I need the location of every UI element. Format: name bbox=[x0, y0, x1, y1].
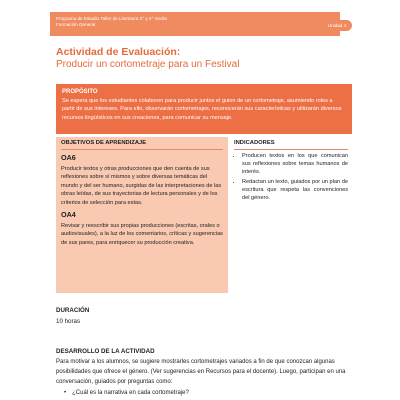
indicator-item: • Redactan un texto, guiados por un plan de escritura que respeta las convenciones del género. bbox=[242, 179, 348, 203]
document-header-bar bbox=[50, 12, 340, 36]
indicators-heading: INDICADORES bbox=[234, 140, 348, 150]
purpose-heading: PROPÓSITO bbox=[62, 89, 98, 95]
objectives-column bbox=[56, 137, 228, 293]
development-text: Para motivar a los alumnos, se sugiere mostrarles cortometrajes variados a fin de que conozcan algunas posibilidades que ofrece el género. (Ver sugerencias en Recursos para el docente). Luego, participan en una conversación, guiados por preguntas como: bbox=[56, 359, 346, 386]
objective-code: OA6 bbox=[61, 153, 76, 162]
unit-badge: Unidad 4 bbox=[322, 20, 352, 31]
program-name: Programa de Estudio Taller de Literatura 3° y 4° medio bbox=[56, 16, 168, 21]
activity-title: Actividad de Evaluación: bbox=[56, 46, 181, 58]
question-item bbox=[64, 390, 189, 396]
objective-code: OA4 bbox=[61, 210, 76, 220]
header-text bbox=[56, 16, 167, 28]
indicators-column bbox=[230, 137, 352, 293]
objectives-indicators-table bbox=[56, 137, 352, 293]
bullet-icon: • bbox=[64, 390, 67, 396]
activity-subtitle: Producir un cortometraje para un Festival bbox=[56, 59, 240, 70]
purpose-box bbox=[56, 84, 352, 134]
duration-heading: DURACIÓN bbox=[56, 307, 90, 314]
track-name: Formación General bbox=[56, 22, 96, 28]
question-text: ¿Cuál es la narrativa en cada cortometraje? bbox=[72, 390, 189, 396]
duration-value: 10 horas bbox=[56, 318, 81, 325]
indicator-item: • Producen textos en los que comunican sus reflexiones sobre temas humanos de interés. bbox=[242, 153, 348, 177]
purpose-text: Se espera que los estudiantes colaboren para producir juntos el guion de un cortometraje, asumiendo roles a partir de sus intereses. Para ello, observarán cortometrajes, reconocerán sus características y utilizarán diversos recursos lingüísticos en sus creaciones, para comunicar su mensaje. bbox=[62, 98, 342, 121]
development-heading: DESARROLLO DE LA ACTIVIDAD bbox=[56, 348, 155, 355]
objective-text: Producir textos y otras producciones que den cuenta de sus reflexiones sobre sí mismos y sobre diversas temáticas del mundo y del ser humano, surgidas de las interpretaciones de las obras leídas, de sus trayectorias de lectura personales y de los criterios de selección para estas. bbox=[61, 166, 222, 206]
objectives-heading: OBJETIVOS DE APRENDIZAJE bbox=[61, 140, 223, 150]
objective-text: Revisar y reescribir sus propias producciones (escritas, orales o audiovisuales), a la luz de los comentarios, críticas y sugerencias de sus pares, para enriquecer su producción creativa. bbox=[61, 223, 223, 246]
indicators-list bbox=[234, 153, 348, 202]
